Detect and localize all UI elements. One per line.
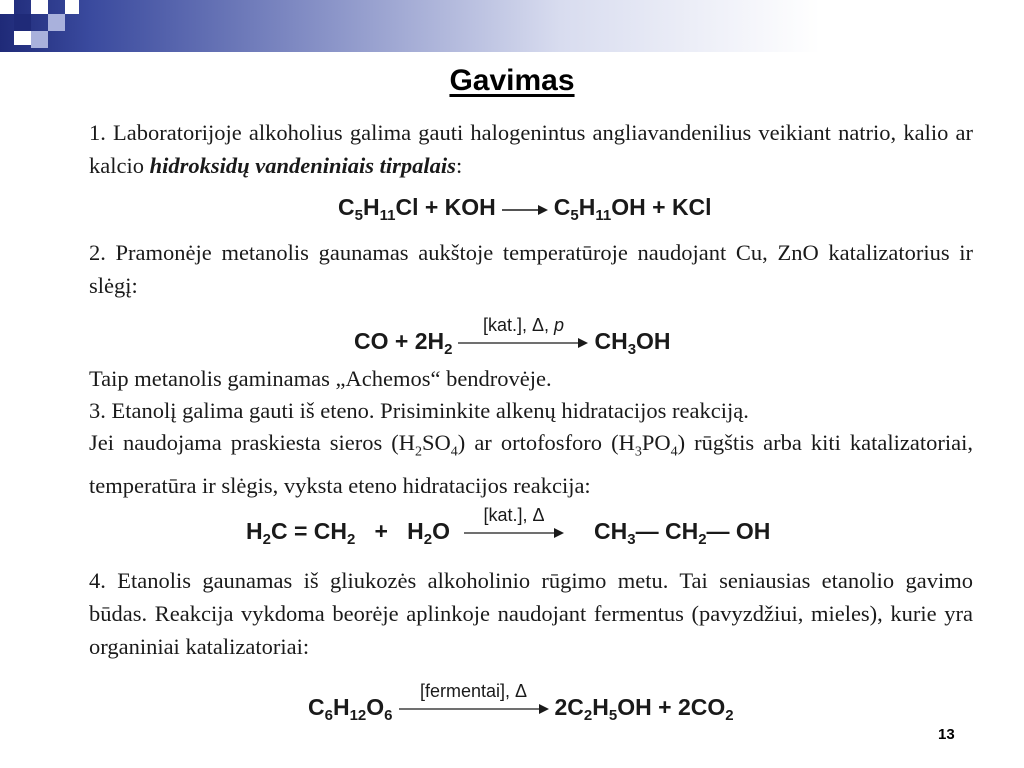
formula-subscript: 2 — [423, 531, 433, 548]
formula-text: H — [578, 194, 596, 220]
equation-1-reactants — [338, 194, 496, 224]
formula-subscript: 2 — [725, 707, 734, 724]
reaction-condition: [kat.], Δ — [483, 505, 545, 525]
formula-text: H — [362, 194, 380, 220]
formula-subscript: 11 — [595, 207, 612, 224]
paragraph-3: Taip metanolis gaminamas „Achemos“ bendrovėje. — [89, 366, 552, 391]
formula-text: C — [338, 194, 355, 220]
decor-square — [0, 0, 14, 14]
page-number: 13 — [938, 726, 955, 743]
equation-1-products — [554, 194, 712, 224]
equation-2-reactants — [354, 328, 452, 358]
formula-text: + H — [355, 518, 424, 544]
formula-text: C — [553, 194, 571, 220]
formula-text: OH + KCl — [611, 194, 712, 220]
paragraph-2: 2. Pramonėje metanolis gaunamas aukštoje temperatūroje naudojant Cu, ZnO katalizatorius ir slėgį: — [89, 240, 973, 298]
equation-2-products — [594, 328, 670, 358]
formula-subscript: 2 — [262, 531, 271, 548]
formula-subscript: 5 — [570, 207, 579, 224]
slide-title: Gavimas — [449, 64, 575, 97]
equation-1 — [338, 194, 712, 224]
formula-subscript: 6 — [384, 707, 393, 724]
equation-4-reactants — [308, 694, 393, 724]
formula-text: OH + 2CO — [617, 694, 726, 720]
decor-square — [31, 0, 48, 14]
formula-text: C = CH — [270, 518, 348, 544]
formula-subscript: 2 — [583, 707, 593, 724]
formula-text: CH — [594, 328, 628, 354]
formula-text: CH — [593, 518, 628, 544]
paragraph-6: 4. Etanolis gaunamas iš gliukozės alkoholinio rūgimo metu. Tai seniausias etanolio gavimo būdas. Reakcija vykdoma beorėje aplinkoje naudojant fermentus (pavyzdžiui, mieles), kurie yra organiniai katalizatoriai: — [89, 568, 973, 659]
formula-text: O — [432, 518, 450, 544]
decor-square — [31, 31, 48, 48]
formula-subscript: 11 — [379, 207, 396, 224]
formula-text: H — [332, 694, 350, 720]
equation-2 — [354, 306, 671, 358]
formula-text: — CH — [635, 518, 699, 544]
paragraph-1-text: 1. Laboratorijoje alkoholius galima gauti halogenintus angliavandenilius veikiant natrio, kalio ar kalcio — [89, 120, 973, 178]
decor-square — [14, 14, 31, 31]
reaction-arrow — [399, 681, 549, 715]
paragraph-1 — [89, 116, 973, 182]
formula-subscript: 2 — [698, 531, 707, 548]
equation-3-reactants — [246, 518, 450, 548]
formula-subscript: 2 — [347, 531, 356, 548]
formula-subscript: 5 — [354, 207, 363, 224]
formula-text: O — [366, 694, 385, 720]
equation-4-products — [555, 694, 734, 724]
decor-square — [14, 31, 31, 45]
reaction-arrow — [502, 204, 548, 216]
formula-subscript: 5 — [608, 707, 618, 724]
formula-subscript: 3 — [627, 341, 637, 358]
formula-text: OH — [636, 328, 671, 354]
reaction-condition: [kat.], Δ, p — [482, 315, 564, 335]
formula-subscript: 6 — [324, 707, 333, 724]
formula-text: 2C — [554, 694, 584, 720]
formula-subscript: 12 — [349, 707, 367, 724]
formula-text: Cl + KOH — [395, 194, 496, 220]
paragraph-4: 3. Etanolį galima gauti iš eteno. Prisiminkite alkenų hidratacijos reakciją. — [89, 398, 749, 423]
formula-subscript: 2 — [444, 341, 453, 358]
reaction-arrow — [464, 505, 564, 539]
formula-text: H — [592, 694, 609, 720]
paragraph-1-end: : — [455, 153, 463, 178]
paragraph-5: Jei naudojama praskiesta sieros $(H_2SO_4)$ ar ortofosforo $(H_3PO_4)$ rūgštis arba kiti katalizatoriai, temperatūra ir slėgis, vyksta eteno hidratacijos reakcija: — [89, 430, 973, 498]
decor-square — [48, 14, 65, 31]
equation-3 — [246, 496, 770, 548]
decor-square — [65, 0, 79, 14]
formula-subscript: 3 — [627, 531, 636, 548]
formula-text: CO + 2H — [354, 328, 445, 354]
formula-text: — OH — [706, 518, 771, 544]
equation-4 — [308, 672, 734, 724]
formula-text: C — [308, 694, 325, 720]
reaction-arrow — [458, 315, 588, 349]
equation-3-products — [594, 518, 770, 548]
paragraph-1-emphasis: hidroksidų vandeniniais tirpalais — [149, 153, 456, 178]
header-gradient-bar — [0, 0, 1024, 52]
formula-text: H — [246, 518, 263, 544]
reaction-condition: [fermentai], Δ — [419, 681, 528, 701]
